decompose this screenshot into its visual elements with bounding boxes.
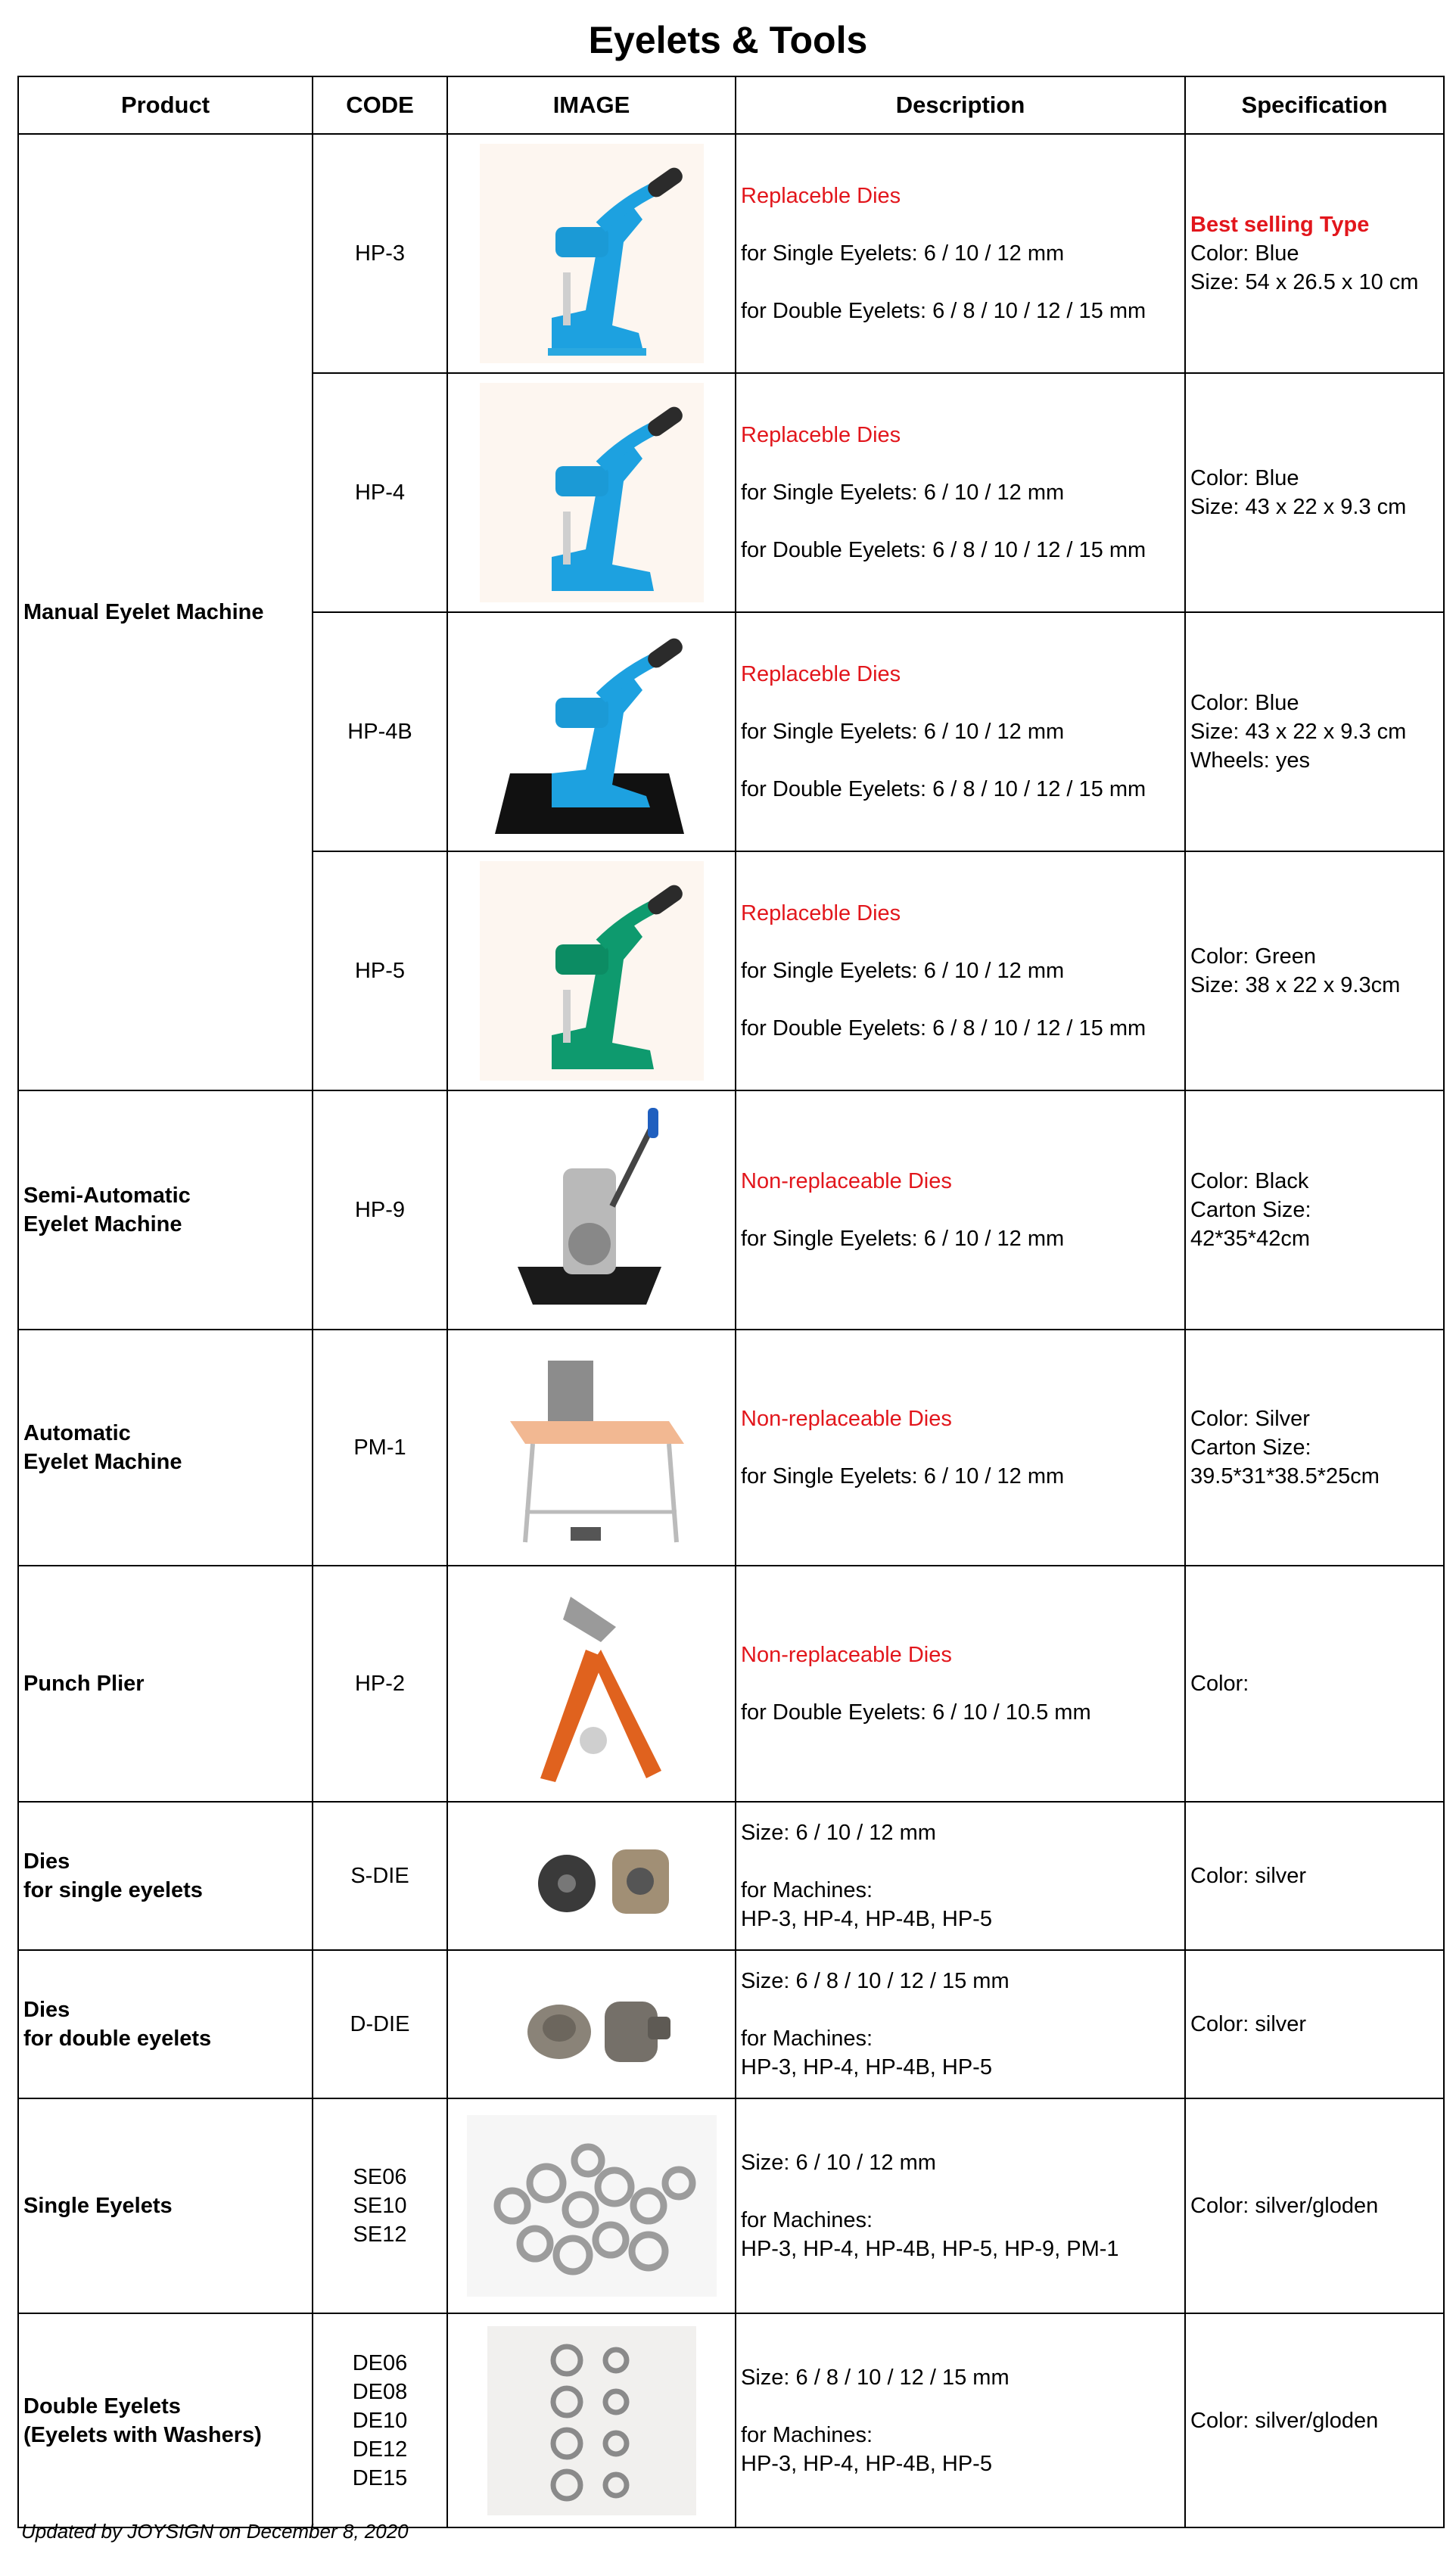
description-cell [736,2098,1185,2313]
image-cell [447,134,736,373]
hand-press-on-base-image [480,622,704,841]
single-eyelets-image [467,2115,717,2297]
product-cell: Dies for single eyelets [18,1802,313,1950]
double-eyelets-sizes: for Double Eyelets: 6 / 8 / 10 / 12 / 15 mm [741,777,1146,801]
code-cell: HP-9 [313,1090,447,1330]
spec-text: Color: Green Size: 38 x 22 x 9.3cm [1190,944,1401,997]
single-eyelets-sizes: for Single Eyelets: 6 / 10 / 12 mm [741,241,1065,266]
single-dies-image [480,1808,704,1944]
specification-cell [1185,1566,1444,1802]
spec-text: Color: silver/gloden [1190,2408,1379,2433]
table-row [18,1090,1444,1330]
product-table [17,76,1445,2528]
spec-text: Color: silver [1190,1864,1307,1888]
specification-cell [1185,373,1444,612]
specification-cell [1185,134,1444,373]
machines-text: for Machines: HP-3, HP-4, HP-4B, HP-5 [741,1878,992,1931]
single-eyelets-sizes: for Single Eyelets: 6 / 10 / 12 mm [741,1227,1065,1251]
size-text: Size: 6 / 8 / 10 / 12 / 15 mm [741,2365,1010,2390]
specification-cell [1185,612,1444,851]
best-selling-label: Best selling Type [1190,213,1370,237]
double-eyelets-sizes: for Double Eyelets: 6 / 8 / 10 / 12 / 15 mm [741,299,1146,323]
product-cell: Manual Eyelet Machine [18,134,313,1090]
dies-type: Replaceble Dies [741,901,901,925]
machines-text: for Machines: HP-3, HP-4, HP-4B, HP-5 [741,2027,992,2079]
size-text: Size: 6 / 10 / 12 mm [741,1821,936,1845]
header-row [18,76,1444,134]
specification-cell [1185,851,1444,1090]
product-cell: Automatic Eyelet Machine [18,1330,313,1566]
specification-cell [1185,1090,1444,1330]
image-cell [447,851,736,1090]
description-cell [736,2313,1185,2527]
header-image: IMAGE [447,76,736,134]
specification-cell [1185,2098,1444,2313]
spec-text: Color: Blue Size: 43 x 22 x 9.3 cm [1190,466,1407,519]
dies-type: Replaceble Dies [741,662,901,686]
table-row [18,134,1444,373]
code-cell: PM-1 [313,1330,447,1566]
code-cell: DE06 DE08 DE10 DE12 DE15 [313,2313,447,2527]
machines-text: for Machines: HP-3, HP-4, HP-4B, HP-5 [741,2422,992,2476]
code-cell: SE06 SE10 SE12 [313,2098,447,2313]
header-specification: Specification [1185,76,1444,134]
double-dies-image [480,1956,704,2092]
spec-text: Color: Blue Size: 54 x 26.5 x 10 cm [1190,241,1419,294]
product-cell: Single Eyelets [18,2098,313,2313]
description-cell [736,1330,1185,1566]
product-cell: Punch Plier [18,1566,313,1802]
spec-text: Color: Blue Size: 43 x 22 x 9.3 cm Wheels: yes [1190,691,1407,773]
image-cell [447,373,736,612]
specification-cell [1185,2313,1444,2527]
header-product: Product [18,76,313,134]
code-cell: S-DIE [313,1802,447,1950]
description-cell [736,612,1185,851]
spec-text: Color: silver [1190,2012,1307,2036]
page-title: Eyelets & Tools [588,19,868,61]
spec-text: Color: Silver Carton Size: 39.5*31*38.5*25cm [1190,1407,1380,1488]
image-cell [447,612,736,851]
specification-cell [1185,1330,1444,1566]
single-eyelets-sizes: for Single Eyelets: 6 / 10 / 12 mm [741,1464,1065,1488]
size-text: Size: 6 / 8 / 10 / 12 / 15 mm [741,1969,1010,1993]
table-row [18,1950,1444,2098]
description-cell [736,134,1185,373]
single-eyelets-sizes: for Single Eyelets: 6 / 10 / 12 mm [741,720,1065,744]
code-cell: HP-5 [313,851,447,1090]
image-cell [447,1330,736,1566]
hand-press-image [480,144,704,363]
description-cell [736,1802,1185,1950]
double-eyelets-sizes: for Double Eyelets: 6 / 10 / 10.5 mm [741,1700,1091,1725]
image-cell [447,1802,736,1950]
description-cell [736,1566,1185,1802]
dies-type: Replaceble Dies [741,423,901,447]
table-row [18,2098,1444,2313]
spec-text: Color: silver/gloden [1190,2194,1379,2218]
double-eyelets-image [487,2326,696,2515]
footer-note: Updated by JOYSIGN on December 8, 2020 [21,2520,409,2543]
single-eyelets-sizes: for Single Eyelets: 6 / 10 / 12 mm [741,481,1065,505]
product-cell: Semi-Automatic Eyelet Machine [18,1090,313,1330]
machines-text: for Machines: HP-3, HP-4, HP-4B, HP-5, HP-9, PM-1 [741,2208,1119,2261]
green-hand-press-image [480,861,704,1081]
specification-cell [1185,1950,1444,2098]
table-row [18,1802,1444,1950]
description-cell [736,1950,1185,2098]
table-row [18,2313,1444,2527]
spec-text: Color: Black Carton Size: 42*35*42cm [1190,1169,1311,1251]
dies-type: Non-replaceable Dies [741,1169,952,1193]
code-cell: D-DIE [313,1950,447,2098]
image-cell [447,1090,736,1330]
double-eyelets-sizes: for Double Eyelets: 6 / 8 / 10 / 12 / 15 mm [741,538,1146,562]
image-cell [447,2098,736,2313]
table-row [18,1330,1444,1566]
description-cell [736,1090,1185,1330]
specification-cell [1185,1802,1444,1950]
punch-plier-image [480,1574,704,1793]
automatic-machine-image [480,1338,704,1557]
header-code: CODE [313,76,447,134]
table-row [18,1566,1444,1802]
product-cell: Dies for double eyelets [18,1950,313,2098]
header-description: Description [736,76,1185,134]
description-cell [736,373,1185,612]
code-cell: HP-4B [313,612,447,851]
code-cell: HP-3 [313,134,447,373]
dies-type: Non-replaceable Dies [741,1407,952,1431]
dies-type: Replaceble Dies [741,184,901,208]
double-eyelets-sizes: for Double Eyelets: 6 / 8 / 10 / 12 / 15 mm [741,1016,1146,1040]
image-cell [447,2313,736,2527]
dies-type: Non-replaceable Dies [741,1643,952,1667]
description-cell [736,851,1185,1090]
hand-press-image [480,383,704,602]
product-cell: Double Eyelets (Eyelets with Washers) [18,2313,313,2527]
code-cell: HP-4 [313,373,447,612]
image-cell [447,1950,736,2098]
code-cell: HP-2 [313,1566,447,1802]
spec-text: Color: [1190,1672,1249,1696]
size-text: Size: 6 / 10 / 12 mm [741,2151,936,2175]
image-cell [447,1566,736,1802]
single-eyelets-sizes: for Single Eyelets: 6 / 10 / 12 mm [741,959,1065,983]
semi-automatic-machine-image [480,1100,704,1320]
